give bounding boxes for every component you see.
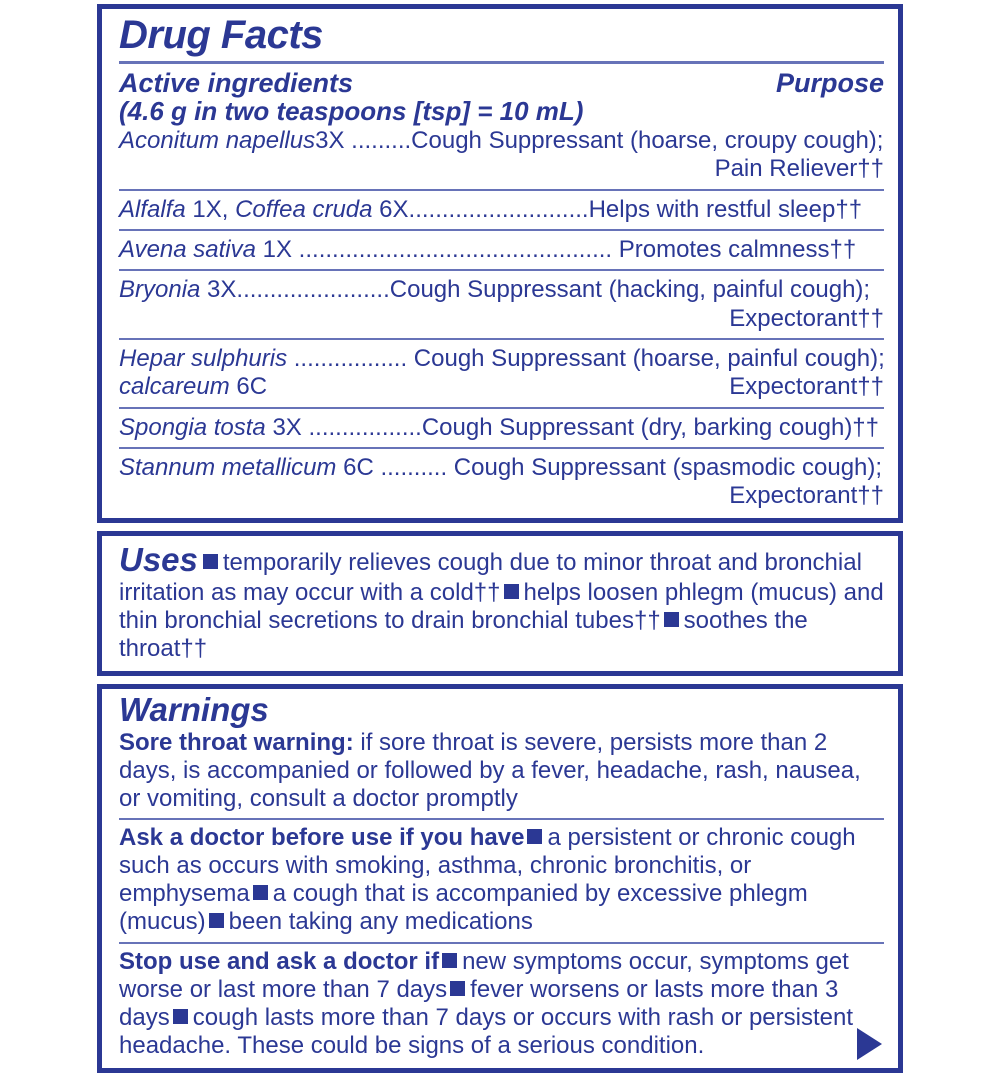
ingredient-row bbox=[119, 453, 884, 512]
row-divider bbox=[119, 407, 884, 409]
ingredient-purpose-cont: Expectorant†† bbox=[729, 373, 884, 401]
ingredient-name: Bryonia bbox=[119, 276, 201, 304]
leader-dots: ......... bbox=[344, 127, 412, 155]
ingredient-purpose: Helps with restful sleep†† bbox=[588, 195, 863, 223]
ingredient-purpose-cont: Expectorant†† bbox=[729, 304, 884, 332]
ingredient-row bbox=[119, 126, 884, 185]
row-divider bbox=[119, 229, 884, 231]
square-bullet-icon bbox=[664, 612, 679, 627]
ingredient-row bbox=[119, 235, 884, 265]
row-divider bbox=[119, 447, 884, 449]
warnings-heading: Warnings bbox=[119, 691, 269, 729]
active-ingredients-heading: Active ingredients bbox=[119, 67, 354, 98]
page-title: Drug Facts bbox=[119, 13, 323, 57]
row-divider bbox=[119, 338, 884, 340]
warning-section bbox=[119, 947, 884, 1062]
ingredient-name: Hepar sulphuris bbox=[119, 345, 288, 373]
square-bullet-icon bbox=[504, 584, 519, 599]
uses-text bbox=[119, 538, 884, 666]
ingredient-purpose: Cough Suppressant (hoarse, painful cough); bbox=[407, 345, 885, 373]
leader-dots: ................. bbox=[301, 413, 422, 441]
ingredient-potency: 6C bbox=[229, 373, 268, 401]
ingredient-purpose-cont: Expectorant†† bbox=[729, 482, 884, 510]
warning-lead: Stop use and ask a doctor if bbox=[119, 947, 440, 975]
square-bullet-icon bbox=[173, 1009, 188, 1024]
active-ingredients-subheading: (4.6 g in two teaspoons [tsp] = 10 mL) bbox=[119, 96, 584, 127]
warning-item: been taking any medications bbox=[228, 908, 533, 936]
active-ingredients-panel bbox=[97, 4, 903, 523]
ingredient-potency: 1X bbox=[262, 236, 293, 264]
leader-dots: .......... bbox=[373, 453, 448, 481]
warning-lead: Sore throat warning: bbox=[119, 728, 354, 756]
active-ingredients-header bbox=[119, 68, 884, 98]
ingredient-name: Spongia tosta bbox=[119, 413, 266, 441]
square-bullet-icon bbox=[253, 885, 268, 900]
warning-section bbox=[119, 728, 884, 815]
warning-item: fever worsens or lasts more than 3 days bbox=[119, 975, 839, 1031]
warning-item: a cough that is accompanied by excessive phlegm (mucus) bbox=[119, 880, 808, 936]
ingredient-row bbox=[119, 275, 884, 334]
row-divider bbox=[119, 189, 884, 191]
warning-lead: Ask a doctor before use if you have bbox=[119, 824, 525, 852]
ingredient-name: Alfalfa bbox=[119, 195, 186, 223]
leader-dots: ............................................... bbox=[292, 236, 613, 264]
warning-section bbox=[119, 823, 884, 938]
ingredient-row bbox=[119, 344, 884, 403]
ingredient-potency-secondary: 6X bbox=[372, 195, 409, 223]
warning-item: new symptoms occur, symptoms get worse or last more than 7 days bbox=[119, 947, 849, 1003]
ingredient-potency: 3X bbox=[315, 127, 345, 155]
ingredient-purpose: Cough Suppressant (spasmodic cough); bbox=[447, 453, 883, 481]
ingredient-row bbox=[119, 195, 884, 225]
leader-dots: ................. bbox=[287, 345, 408, 373]
ingredient-potency: 1X, bbox=[192, 195, 236, 223]
uses-item: helps loosen phlegm (mucus) and thin bronchial secretions to drain bronchial tubes†† bbox=[119, 578, 884, 634]
continuation-arrow-icon bbox=[857, 1028, 882, 1060]
ingredient-row bbox=[119, 413, 884, 443]
row-divider bbox=[119, 269, 884, 271]
warning-divider bbox=[119, 942, 884, 944]
square-bullet-icon bbox=[209, 913, 224, 928]
square-bullet-icon bbox=[442, 953, 457, 968]
ingredient-potency: 3X bbox=[207, 276, 237, 304]
uses-item: temporarily relieves cough due to minor throat and bronchial irritation as may occur with a cold†† bbox=[119, 548, 862, 606]
title-rule bbox=[119, 61, 884, 64]
warnings-panel bbox=[97, 684, 903, 1073]
ingredient-name-secondary: Coffea cruda bbox=[235, 195, 373, 223]
ingredient-potency: 6C bbox=[343, 453, 374, 481]
square-bullet-icon bbox=[203, 554, 218, 569]
warning-text: if sore throat is severe, persists more than 2 days, is accompanied or followed by a fever, headache, rash, nausea, or vomiting, consult a doctor promptly bbox=[119, 728, 861, 813]
ingredient-purpose: Cough Suppressant (hacking, painful cough); bbox=[389, 276, 871, 304]
ingredient-potency: 3X bbox=[272, 413, 302, 441]
uses-panel bbox=[97, 531, 903, 677]
ingredient-purpose-cont: Pain Reliever†† bbox=[714, 155, 884, 183]
leader-dots: ........................... bbox=[408, 195, 589, 223]
ingredient-purpose: Cough Suppressant (hoarse, croupy cough); bbox=[411, 127, 884, 155]
uses-item: soothes the throat†† bbox=[119, 606, 808, 662]
ingredient-purpose: Cough Suppressant (dry, barking cough)†† bbox=[421, 413, 880, 441]
square-bullet-icon bbox=[450, 981, 465, 996]
warning-divider bbox=[119, 818, 884, 820]
uses-heading: Uses bbox=[119, 540, 198, 578]
ingredient-purpose: Promotes calmness†† bbox=[612, 236, 857, 264]
square-bullet-icon bbox=[527, 829, 542, 844]
warning-item: cough lasts more than 7 days or occurs with rash or persistent headache. These could be signs of a serious condition. bbox=[119, 1003, 854, 1059]
ingredient-name: Aconitum napellus bbox=[119, 127, 316, 155]
leader-dots: ....................... bbox=[236, 276, 390, 304]
ingredient-name: Stannum metallicum bbox=[119, 453, 337, 481]
ingredient-name-cont: calcareum bbox=[119, 373, 230, 401]
drug-facts-label bbox=[97, 4, 903, 1059]
purpose-heading: Purpose bbox=[775, 67, 884, 98]
ingredient-name: Avena sativa bbox=[119, 236, 256, 264]
warning-item: a persistent or chronic cough such as occurs with smoking, asthma, chronic bronchitis, or emphysema bbox=[119, 824, 856, 908]
